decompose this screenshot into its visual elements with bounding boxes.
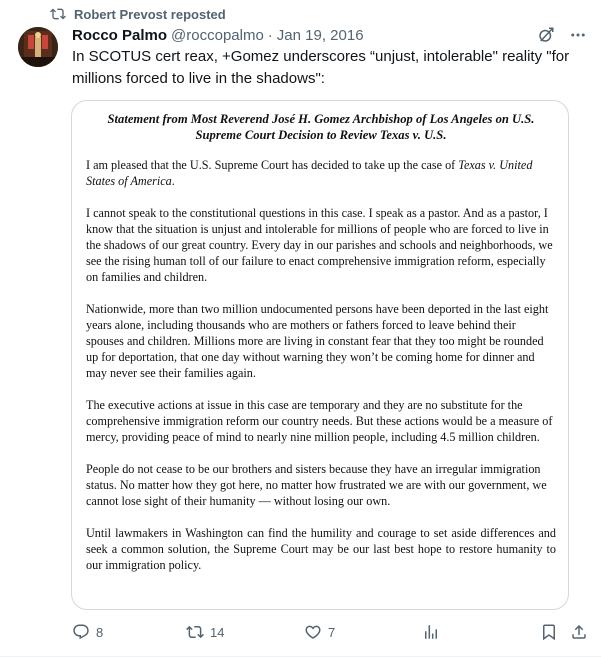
tweet-header bbox=[72, 25, 587, 45]
more-icon[interactable] bbox=[569, 26, 587, 44]
repost-icon bbox=[186, 623, 204, 641]
author-handle[interactable]: @roccopalmo bbox=[171, 26, 264, 44]
statement-case-name: Texas v. United States of America bbox=[86, 158, 533, 188]
repost-count: 14 bbox=[210, 624, 225, 640]
header-separator: · bbox=[267, 26, 273, 44]
statement-paragraph bbox=[86, 157, 556, 189]
statement-paragraph: I cannot speak to the constitutional questions in this case. I speak as a pastor. And as a pastor, I know that the situation is unjust and intolerable for millions of people who are forced to live in the shadows of our great country. Every day in our parishes and schools and neighborhoods, we see the rising human toll of our failure to enact comprehensive immigration reform, especially on families and children. bbox=[86, 206, 553, 284]
views-button[interactable] bbox=[422, 622, 440, 642]
repost-icon bbox=[50, 6, 66, 22]
share-icon bbox=[570, 623, 588, 641]
repost-context[interactable] bbox=[50, 5, 226, 23]
grok-icon[interactable] bbox=[537, 26, 555, 44]
reply-button[interactable] bbox=[72, 622, 103, 642]
statement-paragraph: People do not cease to be our brothers and sisters because they have an irregular immigration status. No matter how they got here, no matter how frustrated we are with our government, we cannot lose sight of their humanity — without losing our own. bbox=[86, 462, 547, 508]
statement-paragraph: The executive actions at issue in this case are temporary and they are no substitute for the comprehensive immigration reform our country needs. But these actions would be a measure of mercy, providing peace of mind to nearly nine million people, including 4.5 million children. bbox=[86, 398, 553, 444]
repost-label: Robert Prevost reposted bbox=[74, 6, 226, 22]
bookmark-button[interactable] bbox=[540, 622, 558, 642]
reply-icon bbox=[72, 623, 90, 641]
statement-p1-text: I am pleased that the U.S. Supreme Court has decided to take up the case of bbox=[86, 158, 459, 172]
action-bar bbox=[72, 622, 592, 642]
like-button[interactable] bbox=[304, 622, 335, 642]
statement-paragraph: Until lawmakers in Washington can find the humility and courage to set aside differences and seek a common solution, the Supreme Court may be our last best hope to restore humanity to our immigration policy. bbox=[86, 526, 556, 572]
heart-icon bbox=[304, 623, 322, 641]
avatar[interactable] bbox=[18, 27, 58, 67]
reply-count: 8 bbox=[96, 624, 104, 640]
author-name[interactable]: Rocco Palmo bbox=[72, 26, 168, 44]
bookmark-icon bbox=[540, 623, 558, 641]
statement-document bbox=[86, 111, 556, 589]
repost-button[interactable] bbox=[186, 622, 224, 642]
statement-p1-end: . bbox=[171, 174, 175, 188]
views-icon bbox=[422, 623, 440, 641]
like-count: 7 bbox=[328, 624, 336, 640]
tweet-date[interactable]: Jan 19, 2016 bbox=[276, 26, 364, 44]
tweet-text: In SCOTUS cert reax, +Gomez underscores “unjust, intolerable" reality "for millions forced to live in the shadows": bbox=[72, 48, 570, 87]
statement-image[interactable] bbox=[71, 100, 569, 610]
share-button[interactable] bbox=[570, 622, 588, 642]
statement-paragraph: Nationwide, more than two million undocumented persons have been deported in the last eight years alone, including thousands who are mothers or fathers forced to leave behind their spouses and children. Millions more are living in constant fear that they too might be rounded up for deportation, that one day without warning they won’t be coming home for dinner and may never see their families again. bbox=[86, 302, 549, 380]
statement-title: Statement from Most Reverend José H. Gomez Archbishop of Los Angeles on U.S. Supreme Court Decision to Review Texas v. U.S. bbox=[107, 112, 535, 142]
